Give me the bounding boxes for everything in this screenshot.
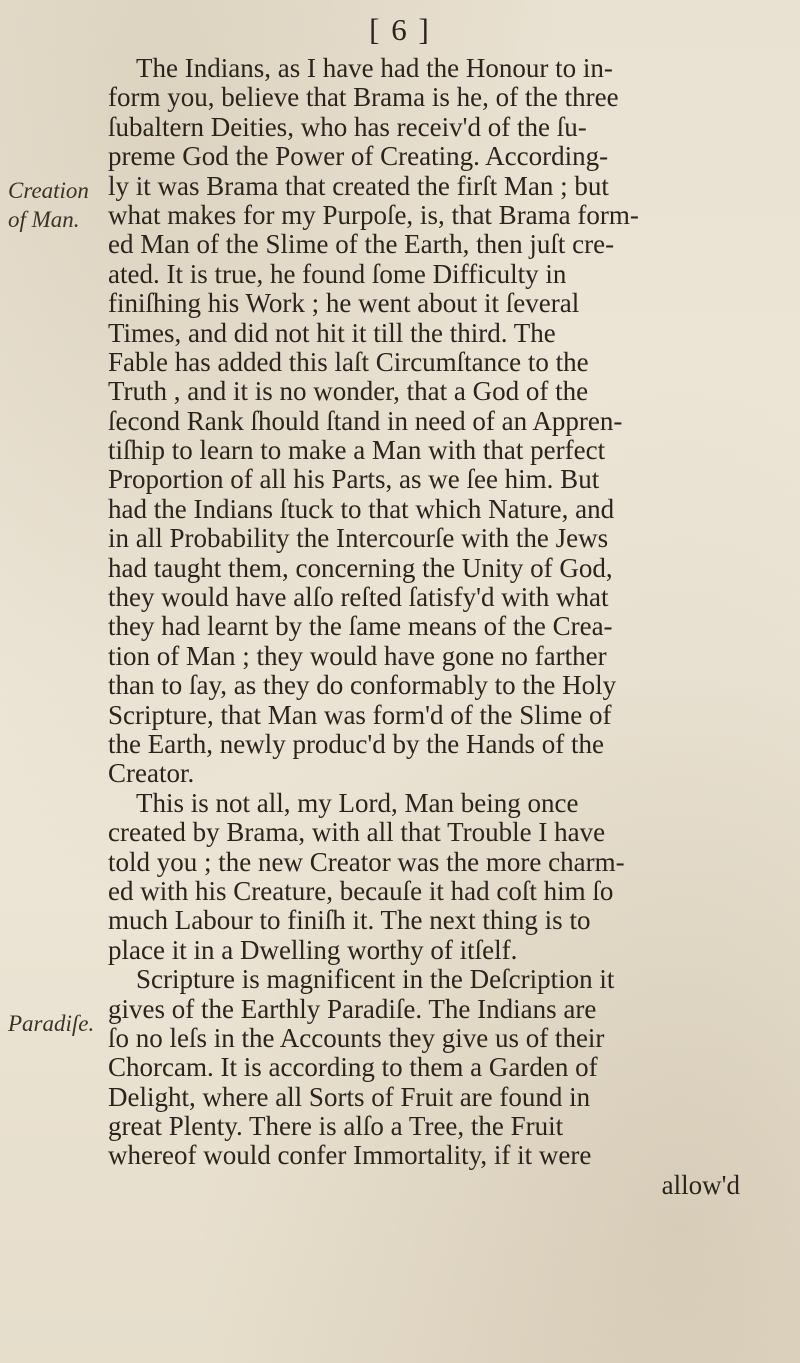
text-line: they had learnt by the ſame means of the Crea-: [108, 612, 613, 642]
text-line: ated. It is true, he found ſome Difficulty in: [108, 259, 567, 289]
text-line: Fable has added this laſt Circumſtance to the: [108, 347, 589, 377]
text-line: Delight, where all Sorts of Fruit are found in: [108, 1082, 591, 1112]
text-line: in all Probability the Intercourſe with the Jews: [108, 524, 609, 554]
text-line: created by Brama, with all that Trouble I have: [108, 818, 606, 848]
margin-note-line: Creation: [8, 178, 89, 203]
text-line: finiſhing his Work ; he went about it ſeveral: [108, 289, 580, 319]
text-line: they would have alſo reſted ſatisfy'd with what: [108, 583, 609, 613]
body-text: [108, 54, 780, 1200]
text-line: ed Man of the Slime of the Earth, then juſt cre-: [108, 230, 615, 260]
text-line: the Earth, newly produc'd by the Hands of the: [108, 729, 604, 759]
text-line: ly it was Brama that created the firſt Man ; but: [108, 171, 609, 201]
page-number: [ 6 ]: [369, 12, 431, 47]
catchword: allow'd: [661, 1170, 740, 1200]
margin-note-line: Paradiſe.: [8, 1011, 95, 1036]
text-line: Scripture, that Man was form'd of the Slime of: [108, 700, 612, 730]
text-line: Scripture is magnificent in the Deſcription it: [136, 965, 615, 995]
margin-note-line: of Man.: [8, 207, 80, 232]
text-line: Chorcam. It is according to them a Garden of: [108, 1053, 598, 1083]
text-line: had taught them, concerning the Unity of God,: [108, 553, 613, 583]
margin-note-paradise: [8, 1009, 104, 1038]
text-line: place it in a Dwelling worthy of itſelf.: [108, 935, 518, 965]
text-line: form you, believe that Brama is he, of the three: [108, 83, 619, 113]
text-line: Proportion of all his Parts, as we ſee him. But: [108, 465, 600, 495]
text-line: Creator.: [108, 759, 195, 789]
text-line: This is not all, my Lord, Man being once: [136, 788, 579, 818]
text-line: much Labour to finiſh it. The next thing is to: [108, 906, 591, 936]
margin-note-creation: [8, 176, 104, 234]
text-line: ed with his Creature, becauſe it had coſt him ſo: [108, 876, 614, 906]
text-line: than to ſay, as they do conformably to the Holy: [108, 671, 617, 701]
text-line: The Indians, as I have had the Honour to in-: [136, 54, 613, 83]
text-line: great Plenty. There is alſo a Tree, the Fruit: [108, 1112, 564, 1142]
text-line: gives of the Earthly Paradiſe. The Indians are: [108, 994, 597, 1024]
text-line: told you ; the new Creator was the more charm-: [108, 847, 625, 877]
text-line: what makes for my Purpoſe, is, that Brama form-: [108, 200, 639, 230]
text-line: ſo no leſs in the Accounts they give us of their: [108, 1023, 605, 1053]
text-line: ſubaltern Deities, who has receiv'd of the ſu-: [108, 112, 587, 142]
text-line: ſecond Rank ſhould ſtand in need of an Appren-: [108, 406, 623, 436]
text-line: Truth , and it is no wonder, that a God of the: [108, 377, 589, 407]
text-line: Times, and did not hit it till the third. The: [108, 318, 556, 348]
text-line: tiſhip to learn to make a Man with that perfect: [108, 436, 606, 466]
text-line: had the Indians ſtuck to that which Nature, and: [108, 494, 615, 524]
text-line: preme God the Power of Creating. According-: [108, 142, 609, 172]
text-line: tion of Man ; they would have gone no farther: [108, 641, 607, 671]
text-line: whereof would confer Immortality, if it were: [108, 1141, 592, 1171]
